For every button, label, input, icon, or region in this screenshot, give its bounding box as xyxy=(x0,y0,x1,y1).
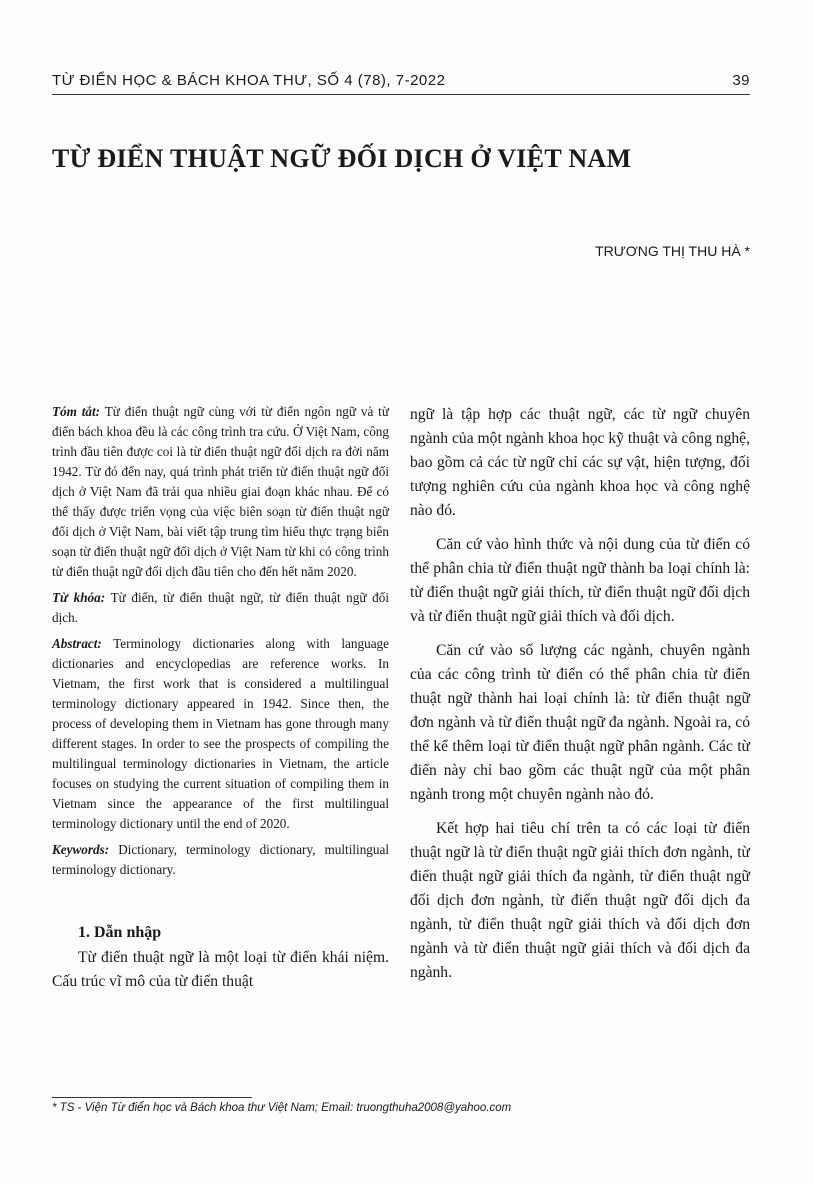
paragraph: Căn cứ vào hình thức và nội dung của từ điển có thể phân chia từ điển thuật ngữ thành ba loại chính là: từ điển thuật ngữ giải thích, từ điển thuật ngữ đối dịch và từ điển thuật ngữ giải thích và đối dịch. xyxy=(410,536,750,625)
keywords-vi-text: Từ điển, từ điển thuật ngữ, từ điển thuật ngữ đối dịch. xyxy=(52,590,389,625)
right-column xyxy=(410,403,750,995)
paragraph: Từ điển thuật ngữ là một loại từ điển khái niệm. Cấu trúc vĩ mô của từ điển thuật xyxy=(52,949,389,990)
abstract-en-label: Abstract: xyxy=(52,636,102,651)
keywords-en xyxy=(52,840,389,880)
article-title: TỪ ĐIỂN THUẬT NGỮ ĐỐI DỊCH Ở VIỆT NAM xyxy=(52,144,632,173)
abstract-vi xyxy=(52,402,389,582)
paragraph: ngữ là tập hợp các thuật ngữ, các từ ngữ chuyên ngành của một ngành khoa học kỹ thuật và công nghệ, bao gồm cả các từ ngữ chỉ các sự vật, hiện tượng, đối tượng nghiên cứu của ngành khoa học và công nghệ nào đó. xyxy=(410,406,750,519)
running-header xyxy=(52,72,750,95)
section-heading: 1. Dẫn nhập xyxy=(78,924,162,941)
footnote: * TS - Viện Từ điển học và Bách khoa thư Việt Nam; Email: truongthuha2008@yahoo.com xyxy=(52,1102,512,1114)
abstract-vi-text: Từ điển thuật ngữ cùng với từ điển ngôn ngữ và từ điển bách khoa đều là các công trình tra cứu. Ở Việt Nam, công trình đầu tiên được coi là từ điển thuật ngữ đối dịch ra đời năm 1942. Từ đó đến nay, quá trình phát triển từ điển thuật ngữ đối dịch ở Việt Nam đã trải qua nhiều giai đoạn khác nhau. Để có thể thấy được triển vọng của việc biên soạn từ điển thuật ngữ đối dịch ở Việt Nam, bài viết tập trung tìm hiểu thực trạng biên soạn từ điển thuật ngữ đối dịch ở Việt Nam từ khi có công trình từ điển thuật ngữ đối dịch đầu tiên cho đến hết năm 2020. xyxy=(52,404,389,579)
page-number: 39 xyxy=(732,72,750,89)
keywords-en-label: Keywords: xyxy=(52,842,110,857)
paragraph: Kết hợp hai tiêu chí trên ta có các loại từ điển thuật ngữ là từ điển thuật ngữ giải thích đơn ngành, từ điển thuật ngữ giải thích đa ngành, từ điển thuật ngữ đối dịch đơn ngành, từ điển thuật ngữ đối dịch đa ngành, từ điển thuật ngữ giải thích và đối dịch đơn ngành và từ điển thuật ngữ giải thích và đối dịch đa ngành. xyxy=(410,820,750,981)
left-column xyxy=(52,402,389,1004)
paragraph: Căn cứ vào số lượng các ngành, chuyên ngành của các công trình từ điển có thể phân chia từ điển thuật ngữ thành hai loại chính là: từ điển thuật ngữ đơn ngành và từ điển thuật ngữ đa ngành. Ngoài ra, có thể kể thêm loại từ điển thuật ngữ phân ngành. Các từ điển này chỉ bao gồm các thuật ngữ của một phân ngành trong một chuyên ngành nào đó. xyxy=(410,642,750,803)
journal-name: TỪ ĐIỂN HỌC & BÁCH KHOA THƯ, SỐ 4 (78), 7-2022 xyxy=(52,72,446,89)
footnote-divider xyxy=(52,1097,252,1098)
abstract-en-text: Terminology dictionaries along with language dictionaries and encyclopedias are reference works. In Vietnam, the first work that is considered a multilingual terminology dictionary appeared in 1942. Since then, the process of developing them in Vietnam has gone through many different stages. In order to see the prospects of compiling the multilingual terminology dictionaries in Vietnam, the article focuses on studying the current situation of compiling them in Vietnam since the appearance of the first multilingual terminology dictionary until the end of 2020. xyxy=(52,636,389,831)
keywords-vi-label: Từ khóa: xyxy=(52,590,106,605)
keywords-en-text: Dictionary, terminology dictionary, multilingual terminology dictionary. xyxy=(52,842,389,877)
abstract-en xyxy=(52,634,389,834)
abstract-vi-label: Tóm tắt: xyxy=(52,404,101,419)
keywords-vi xyxy=(52,588,389,628)
author: TRƯƠNG THỊ THU HÀ * xyxy=(595,243,750,259)
